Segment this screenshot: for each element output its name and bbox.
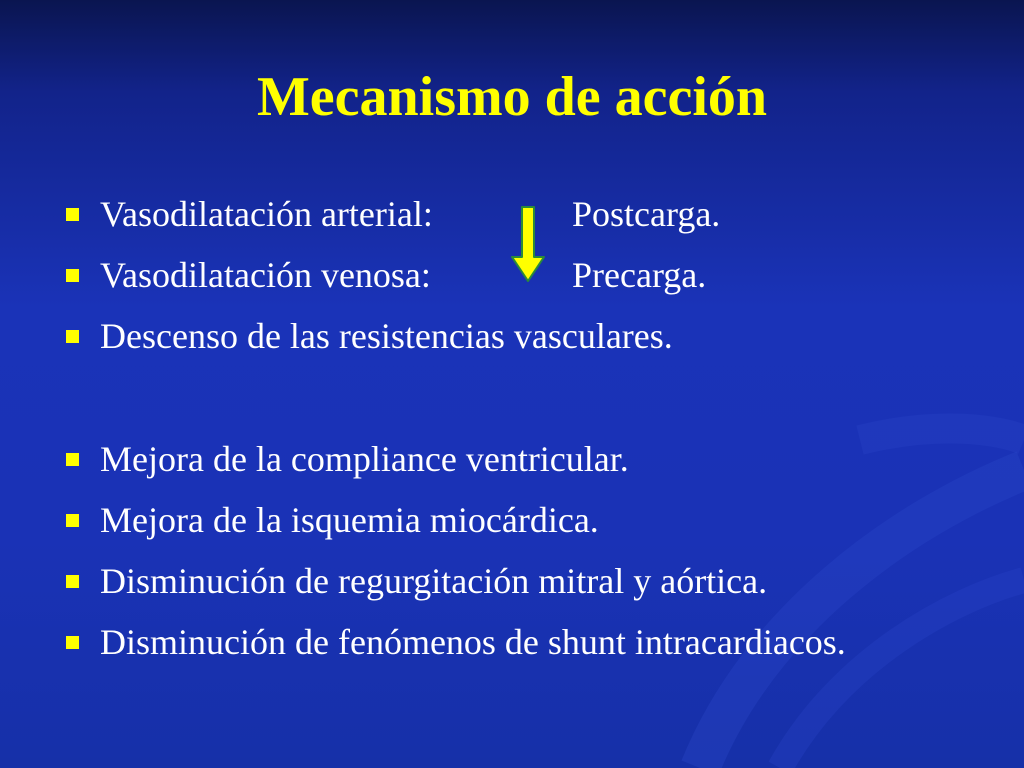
bullet-marker <box>66 636 79 649</box>
bullet-item <box>62 494 1002 555</box>
bullet-text: Disminución de fenómenos de shunt intracardiacos. <box>100 622 846 662</box>
bullet-aside-text: Postcarga. <box>572 194 721 234</box>
bullet-text: Disminución de regurgitación mitral y aórtica. <box>100 561 768 601</box>
bullet-marker <box>66 330 79 343</box>
bullet-item <box>62 433 1002 494</box>
bullet-text: Mejora de la compliance ventricular. <box>100 439 629 479</box>
bullet-item <box>62 616 1002 677</box>
bullet-text: Vasodilatación arterial: <box>100 194 433 234</box>
bullet-text: Descenso de las resistencias vasculares. <box>100 316 673 356</box>
bullet-item <box>62 555 1002 616</box>
bullet-text: Vasodilatación venosa: <box>100 255 431 295</box>
bullet-marker <box>66 269 79 282</box>
bullet-marker <box>66 453 79 466</box>
bullet-marker <box>66 575 79 588</box>
down-arrow-icon <box>508 205 548 283</box>
bullet-item <box>62 310 1002 371</box>
bullet-marker <box>66 514 79 527</box>
bullet-aside-text: Precarga. <box>572 255 707 295</box>
bullet-text: Mejora de la isquemia miocárdica. <box>100 500 599 540</box>
bullet-marker <box>66 208 79 221</box>
slide-title: Mecanismo de acción <box>256 66 768 128</box>
